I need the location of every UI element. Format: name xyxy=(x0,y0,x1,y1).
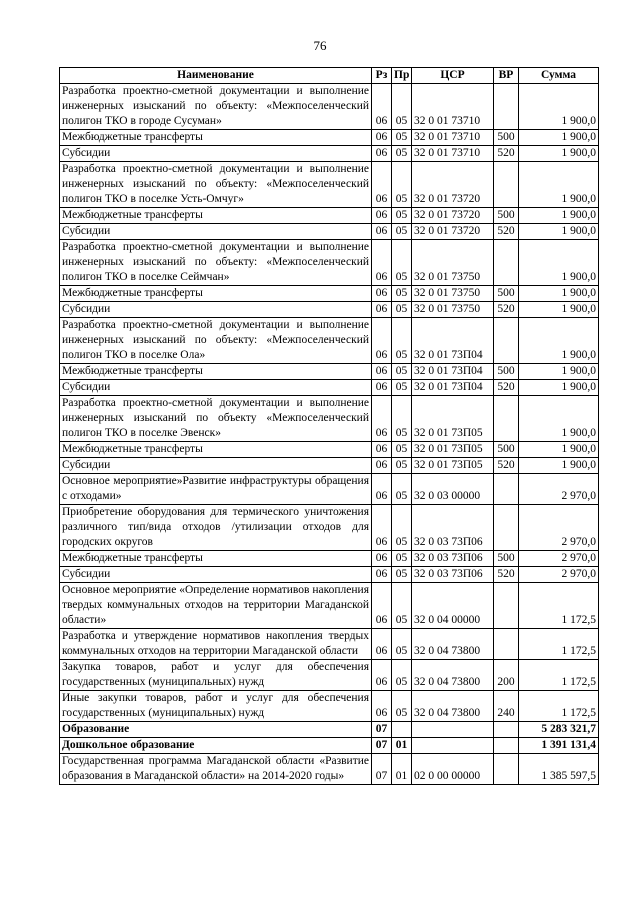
cell-sum: 1 900,0 xyxy=(519,302,599,318)
table-row xyxy=(60,208,599,224)
cell-name: Межбюджетные трансферты xyxy=(60,130,372,146)
cell-name: Основное мероприятие»Развитие инфраструктуры обращения с отходами» xyxy=(60,474,372,505)
cell-pr: 05 xyxy=(392,208,412,224)
cell-pr: 01 xyxy=(392,738,412,754)
cell-pr: 05 xyxy=(392,691,412,722)
cell-sum: 5 283 321,7 xyxy=(519,722,599,738)
cell-csr: 32 0 03 73П06 xyxy=(412,567,494,583)
cell-pr: 05 xyxy=(392,458,412,474)
cell-rz: 06 xyxy=(372,567,392,583)
cell-name: Закупка товаров, работ и услуг для обеспечения государственных (муниципальных) нужд xyxy=(60,660,372,691)
cell-csr: 32 0 01 73750 xyxy=(412,240,494,286)
cell-pr: 01 xyxy=(392,754,412,785)
cell-rz: 06 xyxy=(372,474,392,505)
cell-pr: 05 xyxy=(392,474,412,505)
table-row xyxy=(60,364,599,380)
budget-table xyxy=(59,67,599,785)
cell-sum: 1 900,0 xyxy=(519,240,599,286)
table-row xyxy=(60,583,599,629)
cell-rz: 06 xyxy=(372,130,392,146)
cell-rz: 07 xyxy=(372,754,392,785)
cell-name: Субсидии xyxy=(60,380,372,396)
table-row xyxy=(60,396,599,442)
cell-sum: 1 900,0 xyxy=(519,286,599,302)
cell-name: Разработка проектно-сметной документации и выполнение инженерных изысканий по объекту: «Межпоселенческий полигон ТКО в поселке Сеймчан» xyxy=(60,240,372,286)
cell-pr: 05 xyxy=(392,146,412,162)
cell-vr: 240 xyxy=(494,691,519,722)
cell-csr xyxy=(412,722,494,738)
cell-name: Разработка и утверждение нормативов накопления твердых коммунальных отходов на территории Магаданской области xyxy=(60,629,372,660)
cell-name: Межбюджетные трансферты xyxy=(60,551,372,567)
table-row xyxy=(60,442,599,458)
cell-rz: 06 xyxy=(372,146,392,162)
cell-name: Разработка проектно-сметной документации и выполнение инженерных изысканий по объекту: «Межпоселенческий полигон ТКО в городе Сусуман» xyxy=(60,84,372,130)
cell-pr: 05 xyxy=(392,505,412,551)
cell-pr: 05 xyxy=(392,130,412,146)
cell-name: Приобретение оборудования для термического уничтожения различного тип/вида отходов /утилизации отходов для городских округов xyxy=(60,505,372,551)
cell-name: Разработка проектно-сметной документации и выполнение инженерных изысканий по объекту: «Межпоселенческий полигон ТКО в поселке Усть-Омчуг» xyxy=(60,162,372,208)
cell-rz: 06 xyxy=(372,224,392,240)
cell-vr xyxy=(494,738,519,754)
cell-vr: 520 xyxy=(494,224,519,240)
cell-rz: 06 xyxy=(372,318,392,364)
cell-sum: 1 385 597,5 xyxy=(519,754,599,785)
cell-vr xyxy=(494,754,519,785)
cell-sum: 1 900,0 xyxy=(519,84,599,130)
cell-sum: 1 900,0 xyxy=(519,146,599,162)
cell-sum: 1 900,0 xyxy=(519,162,599,208)
cell-pr: 05 xyxy=(392,551,412,567)
cell-sum: 1 172,5 xyxy=(519,583,599,629)
cell-csr: 32 0 01 73720 xyxy=(412,208,494,224)
cell-sum: 1 172,5 xyxy=(519,691,599,722)
cell-vr xyxy=(494,583,519,629)
cell-sum: 1 900,0 xyxy=(519,396,599,442)
cell-csr: 32 0 01 73720 xyxy=(412,224,494,240)
cell-name: Основное мероприятие «Определение нормативов накопления твердых коммунальных отходов на территории Магаданской области» xyxy=(60,583,372,629)
cell-sum: 1 900,0 xyxy=(519,208,599,224)
cell-pr: 05 xyxy=(392,84,412,130)
cell-csr: 32 0 04 73800 xyxy=(412,629,494,660)
cell-csr: 32 0 01 73750 xyxy=(412,286,494,302)
cell-rz: 06 xyxy=(372,302,392,318)
cell-csr: 32 0 01 73П05 xyxy=(412,396,494,442)
cell-name: Субсидии xyxy=(60,458,372,474)
page-number: 76 xyxy=(313,38,327,53)
cell-sum: 2 970,0 xyxy=(519,474,599,505)
table-row xyxy=(60,84,599,130)
cell-name: Межбюджетные трансферты xyxy=(60,364,372,380)
cell-vr: 500 xyxy=(494,364,519,380)
header-rz: Рз xyxy=(372,68,392,84)
table-row xyxy=(60,660,599,691)
cell-name: Разработка проектно-сметной документации и выполнение инженерных изысканий по объекту «Межпоселенческий полигон ТКО в поселке Эвенск» xyxy=(60,396,372,442)
cell-csr: 32 0 01 73710 xyxy=(412,130,494,146)
header-name: Наименование xyxy=(60,68,372,84)
cell-rz: 06 xyxy=(372,380,392,396)
cell-vr: 500 xyxy=(494,442,519,458)
cell-rz: 06 xyxy=(372,84,392,130)
table-row xyxy=(60,130,599,146)
cell-sum: 2 970,0 xyxy=(519,567,599,583)
cell-vr xyxy=(494,505,519,551)
cell-vr: 500 xyxy=(494,208,519,224)
cell-vr: 500 xyxy=(494,130,519,146)
cell-vr xyxy=(494,162,519,208)
cell-csr: 32 0 03 73П06 xyxy=(412,505,494,551)
cell-pr: 05 xyxy=(392,162,412,208)
table-row xyxy=(60,380,599,396)
table-row xyxy=(60,302,599,318)
cell-csr: 32 0 01 73710 xyxy=(412,84,494,130)
cell-vr xyxy=(494,84,519,130)
cell-pr: 05 xyxy=(392,240,412,286)
cell-name: Межбюджетные трансферты xyxy=(60,208,372,224)
table-row xyxy=(60,691,599,722)
cell-pr: 05 xyxy=(392,629,412,660)
cell-csr: 32 0 04 00000 xyxy=(412,583,494,629)
cell-pr: 05 xyxy=(392,442,412,458)
header-vr: ВР xyxy=(494,68,519,84)
cell-csr: 32 0 01 73710 xyxy=(412,146,494,162)
cell-sum: 1 900,0 xyxy=(519,224,599,240)
cell-csr: 32 0 01 73П05 xyxy=(412,442,494,458)
cell-rz: 06 xyxy=(372,208,392,224)
cell-pr: 05 xyxy=(392,286,412,302)
table-row xyxy=(60,162,599,208)
table-row xyxy=(60,224,599,240)
cell-name: Образование xyxy=(60,722,372,738)
cell-sum: 1 900,0 xyxy=(519,364,599,380)
cell-vr: 520 xyxy=(494,567,519,583)
cell-name: Государственная программа Магаданской области «Развитие образования в Магаданской области» на 2014-2020 годы» xyxy=(60,754,372,785)
cell-vr: 500 xyxy=(494,551,519,567)
cell-pr: 05 xyxy=(392,364,412,380)
header-pr: Пр xyxy=(392,68,412,84)
table-row xyxy=(60,505,599,551)
table-row xyxy=(60,458,599,474)
cell-sum: 1 900,0 xyxy=(519,318,599,364)
cell-pr xyxy=(392,722,412,738)
cell-pr: 05 xyxy=(392,224,412,240)
cell-rz: 06 xyxy=(372,551,392,567)
cell-name: Субсидии xyxy=(60,224,372,240)
cell-rz: 06 xyxy=(372,691,392,722)
cell-sum: 2 970,0 xyxy=(519,505,599,551)
cell-csr: 32 0 01 73П04 xyxy=(412,380,494,396)
cell-sum: 1 900,0 xyxy=(519,458,599,474)
table-body xyxy=(60,84,599,785)
cell-csr: 32 0 03 00000 xyxy=(412,474,494,505)
cell-name: Разработка проектно-сметной документации и выполнение инженерных изысканий по объекту: «Межпоселенческий полигон ТКО в поселке Ола» xyxy=(60,318,372,364)
cell-csr: 32 0 04 73800 xyxy=(412,660,494,691)
cell-name: Межбюджетные трансферты xyxy=(60,286,372,302)
table-row xyxy=(60,567,599,583)
cell-sum: 1 172,5 xyxy=(519,660,599,691)
cell-sum: 1 900,0 xyxy=(519,130,599,146)
cell-vr xyxy=(494,474,519,505)
cell-vr: 520 xyxy=(494,458,519,474)
cell-csr: 32 0 01 73750 xyxy=(412,302,494,318)
cell-rz: 06 xyxy=(372,505,392,551)
table-row xyxy=(60,146,599,162)
cell-pr: 05 xyxy=(392,583,412,629)
cell-name: Иные закупки товаров, работ и услуг для обеспечения государственных (муниципальных) нужд xyxy=(60,691,372,722)
cell-sum: 1 900,0 xyxy=(519,380,599,396)
cell-csr: 02 0 00 00000 xyxy=(412,754,494,785)
cell-rz: 07 xyxy=(372,722,392,738)
cell-sum: 2 970,0 xyxy=(519,551,599,567)
header-csr: ЦСР xyxy=(412,68,494,84)
table-row xyxy=(60,722,599,738)
cell-csr: 32 0 04 73800 xyxy=(412,691,494,722)
cell-rz: 06 xyxy=(372,660,392,691)
cell-csr: 32 0 01 73П05 xyxy=(412,458,494,474)
cell-vr: 520 xyxy=(494,302,519,318)
cell-name: Субсидии xyxy=(60,567,372,583)
cell-rz: 06 xyxy=(372,364,392,380)
cell-vr: 500 xyxy=(494,286,519,302)
cell-rz: 06 xyxy=(372,442,392,458)
cell-sum: 1 391 131,4 xyxy=(519,738,599,754)
cell-csr: 32 0 01 73720 xyxy=(412,162,494,208)
cell-vr xyxy=(494,240,519,286)
cell-pr: 05 xyxy=(392,380,412,396)
cell-sum: 1 172,5 xyxy=(519,629,599,660)
cell-pr: 05 xyxy=(392,302,412,318)
cell-csr: 32 0 01 73П04 xyxy=(412,364,494,380)
cell-rz: 06 xyxy=(372,162,392,208)
cell-vr xyxy=(494,722,519,738)
cell-rz: 07 xyxy=(372,738,392,754)
cell-name: Субсидии xyxy=(60,146,372,162)
cell-csr: 32 0 01 73П04 xyxy=(412,318,494,364)
cell-pr: 05 xyxy=(392,318,412,364)
cell-vr: 200 xyxy=(494,660,519,691)
table-header-row xyxy=(60,68,599,84)
table-row xyxy=(60,738,599,754)
cell-rz: 06 xyxy=(372,629,392,660)
cell-name: Межбюджетные трансферты xyxy=(60,442,372,458)
table-row xyxy=(60,551,599,567)
cell-rz: 06 xyxy=(372,583,392,629)
cell-csr xyxy=(412,738,494,754)
table-row xyxy=(60,240,599,286)
cell-csr: 32 0 03 73П06 xyxy=(412,551,494,567)
cell-rz: 06 xyxy=(372,396,392,442)
table-row xyxy=(60,318,599,364)
table-row xyxy=(60,629,599,660)
cell-vr: 520 xyxy=(494,380,519,396)
cell-sum: 1 900,0 xyxy=(519,442,599,458)
cell-vr xyxy=(494,396,519,442)
cell-pr: 05 xyxy=(392,660,412,691)
table-row xyxy=(60,754,599,785)
header-sum: Сумма xyxy=(519,68,599,84)
table-row xyxy=(60,474,599,505)
cell-rz: 06 xyxy=(372,286,392,302)
cell-name: Дошкольное образование xyxy=(60,738,372,754)
cell-rz: 06 xyxy=(372,458,392,474)
cell-vr: 520 xyxy=(494,146,519,162)
cell-name: Субсидии xyxy=(60,302,372,318)
cell-pr: 05 xyxy=(392,567,412,583)
cell-rz: 06 xyxy=(372,240,392,286)
table-row xyxy=(60,286,599,302)
cell-vr xyxy=(494,629,519,660)
cell-vr xyxy=(494,318,519,364)
cell-pr: 05 xyxy=(392,396,412,442)
